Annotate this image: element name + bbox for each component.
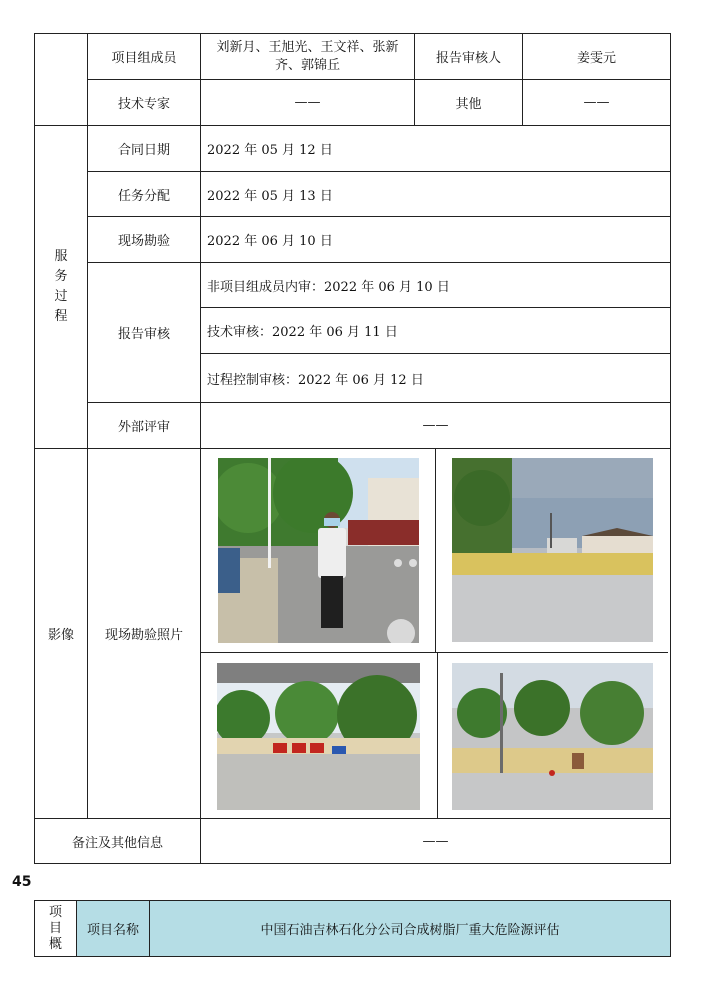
project-name-label: 项目名称 [77, 901, 150, 957]
expert-value: —— [201, 80, 415, 126]
members-line-1: 刘新月、王旭光、王文祥、张新 [216, 39, 399, 55]
contract-date-label: 合同日期 [88, 126, 201, 172]
site-photos-label: 现场勘验照片 [88, 449, 201, 819]
images-section-label: 影像 [35, 449, 88, 819]
page-number: 45 [12, 874, 32, 890]
internal-review-value: 非项目组成员内审：2022 年 06 月 10 日 [201, 263, 671, 308]
project-info-table [34, 33, 671, 864]
report-review-label: 报告审核 [88, 263, 201, 403]
members-line-2: 齐、郭锦丘 [274, 57, 340, 73]
reviewer-label: 报告审核人 [415, 34, 523, 80]
photo-yard-wall-and-pole [452, 663, 653, 810]
notes-label: 备注及其他信息 [35, 819, 201, 864]
empty-section-cell [35, 34, 88, 126]
section-char: 过 [54, 289, 68, 304]
external-review-value: —— [201, 403, 671, 449]
technical-review-value: 技术审核：2022 年 06 月 11 日 [201, 308, 671, 354]
photo-grid-cell [201, 449, 671, 819]
photo-person-at-station-entrance [218, 458, 419, 643]
photo-canopy-fire-equipment [217, 663, 420, 810]
other-value: —— [523, 80, 671, 126]
notes-value: —— [201, 819, 671, 864]
side-char: 项 [48, 904, 62, 920]
task-assign-value: 2022 年 05 月 13 日 [201, 172, 671, 217]
next-project-table [34, 900, 671, 957]
members-value [201, 34, 415, 80]
photo-station-yard-poplars [452, 458, 653, 642]
members-label: 项目组成员 [88, 34, 201, 80]
process-control-review-value: 过程控制审核：2022 年 06 月 12 日 [201, 354, 671, 403]
section-char: 程 [54, 309, 68, 324]
site-survey-label: 现场勘验 [88, 217, 201, 263]
service-process-section [35, 126, 88, 449]
task-assign-label: 任务分配 [88, 172, 201, 217]
site-survey-value: 2022 年 06 月 10 日 [201, 217, 671, 263]
other-label: 其他 [415, 80, 523, 126]
reviewer-value: 姜雯元 [523, 34, 671, 80]
external-review-label: 外部评审 [88, 403, 201, 449]
project-overview-side-label [35, 901, 77, 957]
expert-label: 技术专家 [88, 80, 201, 126]
side-char: 概 [48, 936, 62, 952]
section-char: 服 [54, 249, 68, 264]
section-char: 务 [54, 269, 68, 284]
side-char: 目 [48, 920, 62, 936]
project-name-value: 中国石油吉林石化分公司合成树脂厂重大危险源评估 [150, 901, 671, 957]
contract-date-value: 2022 年 05 月 12 日 [201, 126, 671, 172]
